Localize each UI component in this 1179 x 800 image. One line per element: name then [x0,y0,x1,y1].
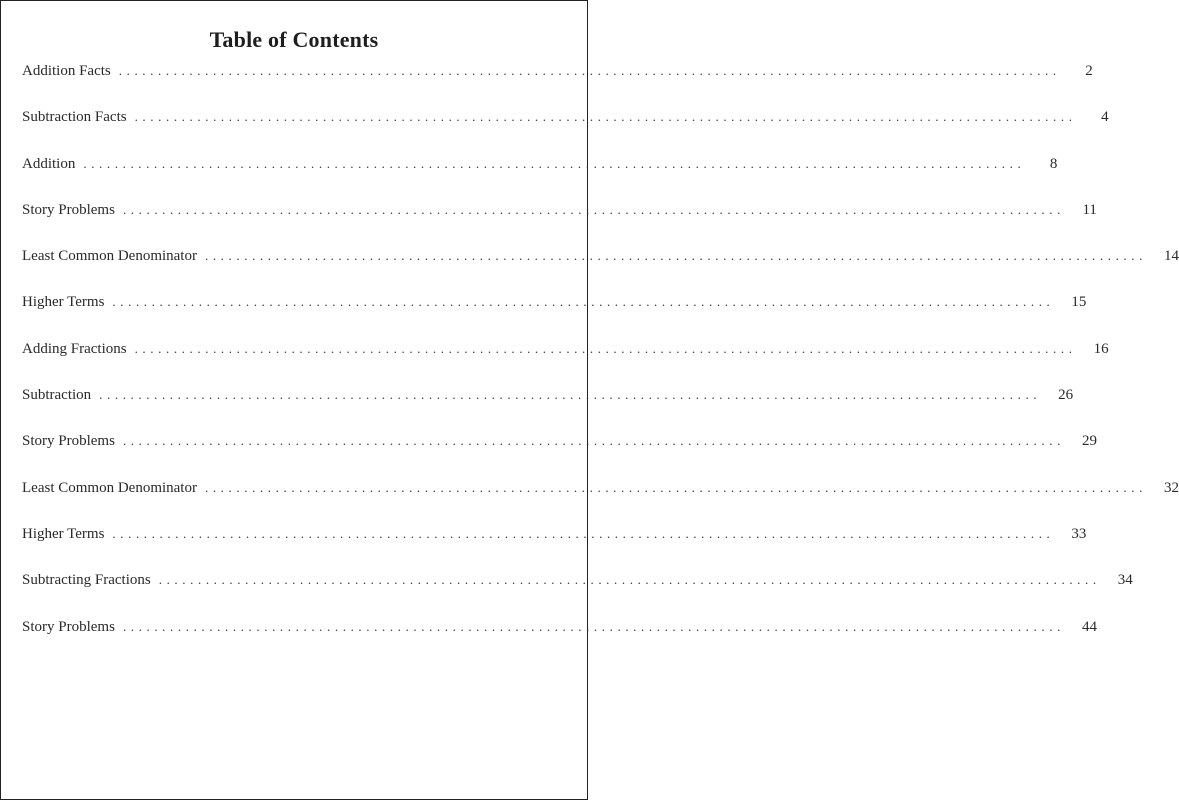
toc-entry-page: 2 [1085,63,1093,79]
toc-entry-title: Higher Terms [22,525,105,542]
toc-entry [22,572,1133,618]
toc-entry [22,340,1109,387]
dot-leader: ........................................................................................................................ [134,340,1077,356]
toc-entry-title: Least Common Denominator [22,248,197,265]
dot-leader: ........................................................................................................................ [83,155,1026,171]
toc-entry-title: Story Problems [22,433,115,450]
toc-entry-title: Addition [22,155,76,172]
toc-entry-page: 33 [1071,525,1087,542]
toc-entry-title: Story Problems [22,618,115,635]
dot-leader: ........................................................................................................................ [204,479,1147,495]
dot-leader: ........................................................................................................................ [122,618,1065,634]
dot-leader: ........................................................................................................................ [122,433,1065,449]
toc-entry-page: 34 [1117,572,1133,589]
toc-entry-title: Story Problems [22,201,115,218]
toc-entry-page: 11 [1082,201,1097,218]
toc-entry-title: Least Common Denominator [22,479,197,496]
toc-entry-page: 29 [1081,433,1097,450]
table-of-contents-list [22,63,1179,665]
toc-entry-page: 32 [1163,479,1179,496]
dot-leader: ........................................................................................................................ [134,109,1077,125]
toc-entry [22,201,1097,248]
page-title: Table of Contents [209,27,379,52]
toc-entry-title: Adding Fractions [22,340,127,357]
toc-entry [22,155,1058,202]
toc-entry [22,479,1179,526]
toc-entry [22,248,1179,294]
toc-entry [22,618,1097,665]
toc-entry-page: 15 [1071,294,1087,311]
toc-entry-page: 26 [1058,387,1074,404]
toc-entry-page: 14 [1163,248,1179,265]
dot-leader: ........................................................................................................................ [118,63,1061,78]
toc-entry-page: 44 [1081,618,1097,635]
toc-entry [22,387,1074,433]
dot-leader: ........................................................................................................................ [158,572,1101,588]
toc-entry [22,63,1093,109]
toc-entry-title: Addition Facts [22,63,111,79]
toc-entry-title: Subtracting Fractions [22,572,151,589]
toc-entry-title: Subtraction Facts [22,109,127,126]
toc-entry-page: 4 [1101,109,1109,126]
dot-leader: ........................................................................................................................ [122,201,1065,217]
toc-entry [22,294,1087,340]
dot-leader: ........................................................................................................................ [204,248,1147,264]
toc-entry-page: 16 [1093,340,1109,357]
dot-leader: ........................................................................................................................ [112,525,1055,541]
toc-entry [22,525,1087,572]
toc-entry-title: Higher Terms [22,294,105,311]
toc-entry [22,433,1097,479]
toc-entry [22,109,1109,155]
dot-leader: ........................................................................................................................ [99,387,1042,403]
dot-leader: ........................................................................................................................ [112,294,1055,310]
toc-entry-title: Subtraction [22,387,92,404]
toc-entry-page: 8 [1049,155,1058,172]
